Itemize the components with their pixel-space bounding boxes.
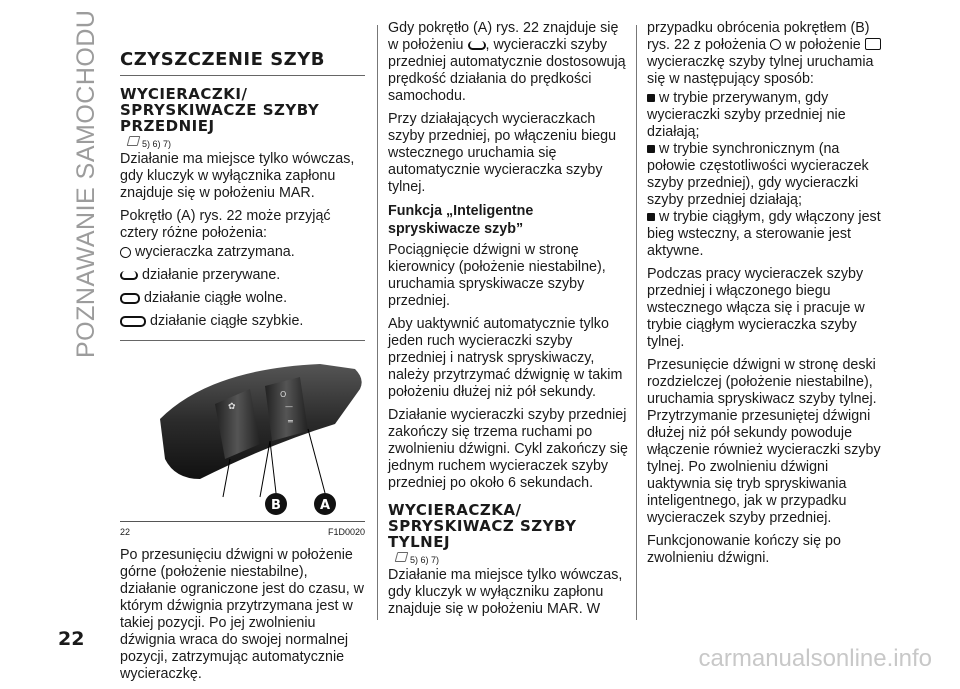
intermittent-icon	[120, 271, 138, 280]
paragraph: Pokrętło (A) rys. 22 może przyjąć cztery różne położenia:	[120, 208, 331, 241]
callout-b-label: B	[271, 498, 281, 513]
off-icon	[120, 247, 131, 258]
paragraph: Po przesunięciu dźwigni w położenie górne (położenie niestabilne), działanie ograniczone jest do czasu, w którym dźwignia przytrzymana jest w takiej pozycji. Po jej zwolnieniu dźwignia wraca do swojej normalnej pozycji, zatrzymując automatycznie wycieraczkę.	[120, 547, 364, 682]
bullet-icon	[647, 213, 655, 221]
paragraph: Działanie ma miejsce tylko wówczas, gdy kluczyk w wyłączniku zapłonu znajduje się w położeniu MAR. W	[388, 567, 623, 617]
position-slow	[120, 290, 365, 307]
column-1	[120, 50, 365, 689]
section-title: POZNAWANIE SAMOCHODU	[72, 9, 100, 358]
warning-refs: 5) 6) 7)	[142, 136, 365, 148]
off-icon	[770, 39, 781, 50]
paragraph: przypadku obrócenia pokrętłem (B) rys. 22 z położenia w położenie wycieraczkę szyby tylnej uruchamia się w następujący sposób:	[647, 20, 887, 88]
callout-a-label: A	[319, 498, 331, 513]
subsection-heading: WYCIERACZKA/ SPRYSKIWACZ SZYBY TYLNEJ	[388, 501, 577, 551]
figure-rule	[120, 340, 365, 341]
paragraph: Gdy pokrętło (A) rys. 22 znajduje się w położeniu , wycieraczki szyby przedniej automatycznie dostosowują prędkość działania do prędkości samochodu.	[388, 20, 626, 104]
figure-caption	[120, 521, 365, 541]
position-off	[120, 244, 365, 261]
paragraph: Aby uaktywnić automatycznie tylko jeden ruch wycieraczki szyby przedniej i natrysk spryskiwaczy, należy przytrzymać dźwignię w takim położeniu dłużej niż pół sekundy.	[388, 316, 623, 400]
paragraph: Działanie wycieraczki szyby przedniej zakończy się trzema ruchami po zwolnieniu dźwigni. Cykl zakończy się jednym ruchem wycieraczek szyby przedniej po około 6 sekundach.	[388, 407, 628, 491]
svg-text:✿: ✿	[228, 402, 236, 412]
position-label: działanie przerywane.	[142, 267, 281, 283]
watermark: carmanualsonline.info	[698, 645, 932, 672]
paragraph: Przy działających wycieraczkach szyby przedniej, po włączeniu biegu wstecznego uruchamia się automatycznie wycieraczka szyby tylnej.	[388, 111, 617, 195]
column-2	[388, 20, 628, 624]
rear-wiper-icon	[865, 38, 881, 50]
bullet-item: w trybie synchronicznym (na połowie częstotliwości wycieraczek szyby przedniej), gdy wycieraczki szyby przedniej działają;	[647, 141, 869, 208]
figure-number: 22	[120, 527, 131, 537]
fast-wipe-icon	[120, 316, 146, 327]
subsection-heading: WYCIERACZKI/ SPRYSKIWACZE SZYBY PRZEDNIEJ	[120, 85, 320, 135]
bullet-item: w trybie ciągłym, gdy włączony jest bieg wsteczny, a sterowanie jest aktywne.	[647, 209, 881, 259]
position-label: działanie ciągłe szybkie.	[150, 313, 304, 329]
wiper-stalk-figure	[120, 349, 365, 519]
page-number: 22	[58, 628, 85, 650]
column-3	[647, 20, 887, 573]
column-divider	[377, 25, 378, 620]
paragraph: Przesunięcie dźwigni w stronę deski rozdzielczej (położenie niestabilne), uruchamia spryskiwacz szyby tylnej. Przytrzymanie przesuniętej dźwigni dłużej niż pół sekundy powoduje włączenie również wycieraczki szyby tylnej. Po zwolnieniu dźwigni uaktywnia się tryb spryskiwania inteligentnego, jak w przypadku wycieraczek szyby przedniej.	[647, 357, 881, 526]
section-heading: CZYSZCZENIE SZYB	[120, 49, 325, 70]
paragraph: Działanie ma miejsce tylko wówczas, gdy kluczyk w wyłącznika zapłonu znajduje się w położeniu MAR.	[120, 151, 355, 201]
position-intermittent	[120, 267, 365, 284]
heading-rule	[120, 75, 365, 76]
svg-text:O: O	[280, 390, 287, 399]
column-divider	[636, 25, 637, 620]
section-tab	[66, 9, 106, 360]
warning-refs: 5) 6) 7)	[410, 552, 628, 564]
wiper-stalk-image	[120, 349, 365, 519]
bullet-item: w trybie przerywanym, gdy wycieraczki szyby przedniej nie działają;	[647, 90, 846, 140]
svg-text:═: ═	[288, 417, 293, 426]
paragraph: Funkcjonowanie kończy się po zwolnieniu dźwigni.	[647, 533, 841, 566]
position-label: wycieraczka zatrzymana.	[135, 244, 295, 260]
paragraph: Podczas pracy wycieraczek szyby przedniej i włączonego biegu wstecznego włącza się i pracuje w trybie ciągłym wycieraczka szyby tylnej.	[647, 266, 865, 350]
bullet-icon	[647, 145, 655, 153]
bullet-icon	[647, 94, 655, 102]
paragraph: Pociągnięcie dźwigni w stronę kierownicy (położenie niestabilne), uruchamia spryskiwacze szyby przedniej.	[388, 242, 606, 309]
slow-wipe-icon	[120, 293, 140, 304]
auto-intermittent-icon	[468, 41, 486, 50]
function-heading: Funkcja „Inteligentne spryskiwacze szyb”	[388, 203, 534, 237]
figure-code: F1D0020	[327, 527, 365, 537]
svg-text:—: —	[285, 402, 293, 411]
position-fast	[120, 313, 365, 330]
position-label: działanie ciągłe wolne.	[144, 290, 288, 306]
